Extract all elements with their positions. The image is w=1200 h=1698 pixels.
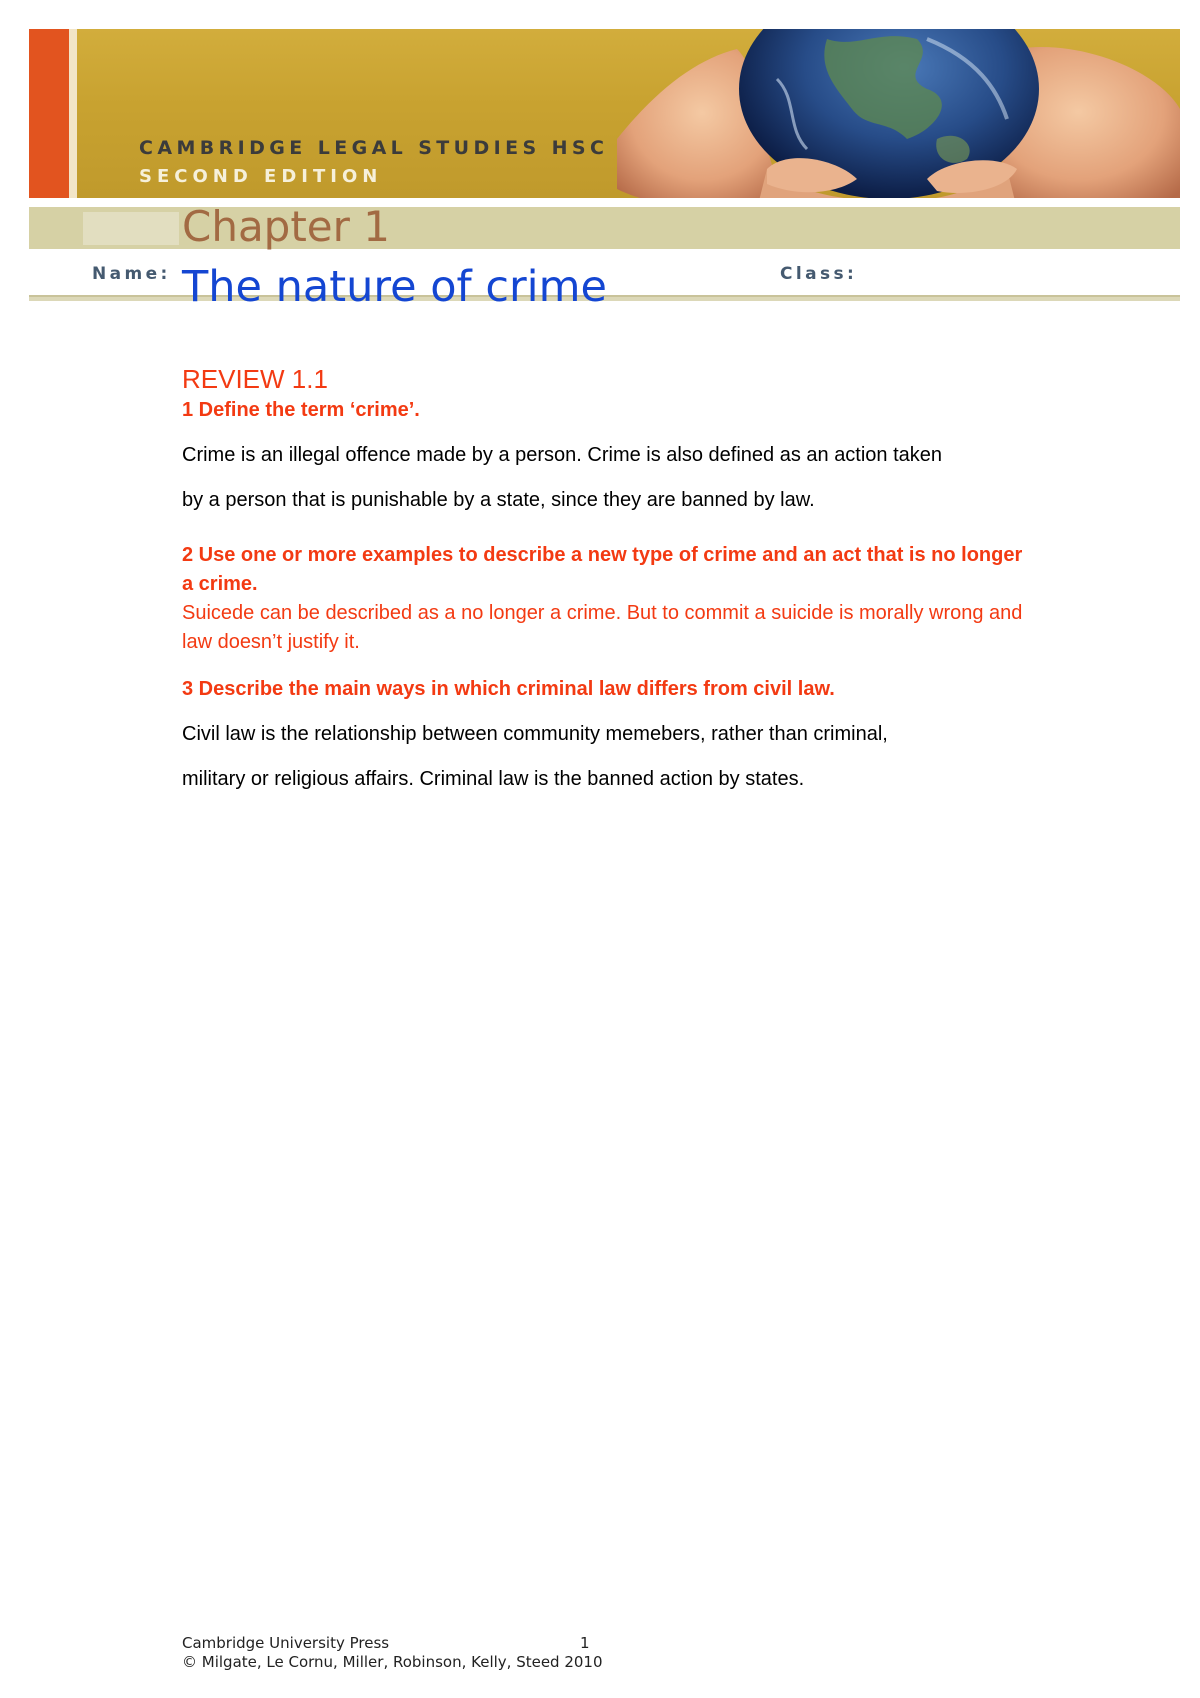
answer-3-line-1: Civil law is the relationship between community memebers, rather than criminal, (182, 723, 888, 745)
footer-copyright: © Milgate, Le Cornu, Miller, Robinson, Kelly, Steed 2010 (182, 1653, 603, 1671)
answer-3-line-2: military or religious affairs. Criminal law is the banned action by states. (182, 768, 805, 790)
question-3: 3 Describe the main ways in which criminal law differs from civil law. (182, 678, 835, 700)
footer-publisher: Cambridge University Press (182, 1634, 390, 1652)
chapter-label: Chapter 1 (182, 202, 390, 251)
question-2: 2 Use one or more examples to describe a new type of crime and an act that is no longer a crime. (182, 544, 1023, 595)
class-label: Class: (780, 264, 858, 284)
page-title: The nature of crime (182, 262, 607, 312)
answer-1-line-1: Crime is an illegal offence made by a person. Crime is also defined as an action taken (182, 444, 943, 466)
answer-1-line-2: by a person that is punishable by a state, since they are banned by law. (182, 489, 815, 511)
header-banner (29, 29, 1180, 198)
name-label: Name: (92, 264, 171, 284)
hands-holding-globe-image (597, 29, 1180, 198)
review-section (182, 362, 1032, 802)
brand-title: CAMBRIDGE LEGAL STUDIES HSC (139, 137, 609, 159)
page-footer (182, 1634, 603, 1672)
review-heading: REVIEW 1.1 (182, 364, 328, 394)
page-number: 1 (580, 1634, 590, 1652)
accent-bar (29, 29, 69, 198)
brand-edition: SECOND EDITION (139, 166, 383, 187)
banner-panel (77, 29, 1180, 198)
answer-2: Suicede can be described as a no longer a crime. But to commit a suicide is morally wrong and law doesn’t justify it. (182, 602, 1023, 653)
question-1: 1 Define the term ‘crime’. (182, 399, 420, 421)
